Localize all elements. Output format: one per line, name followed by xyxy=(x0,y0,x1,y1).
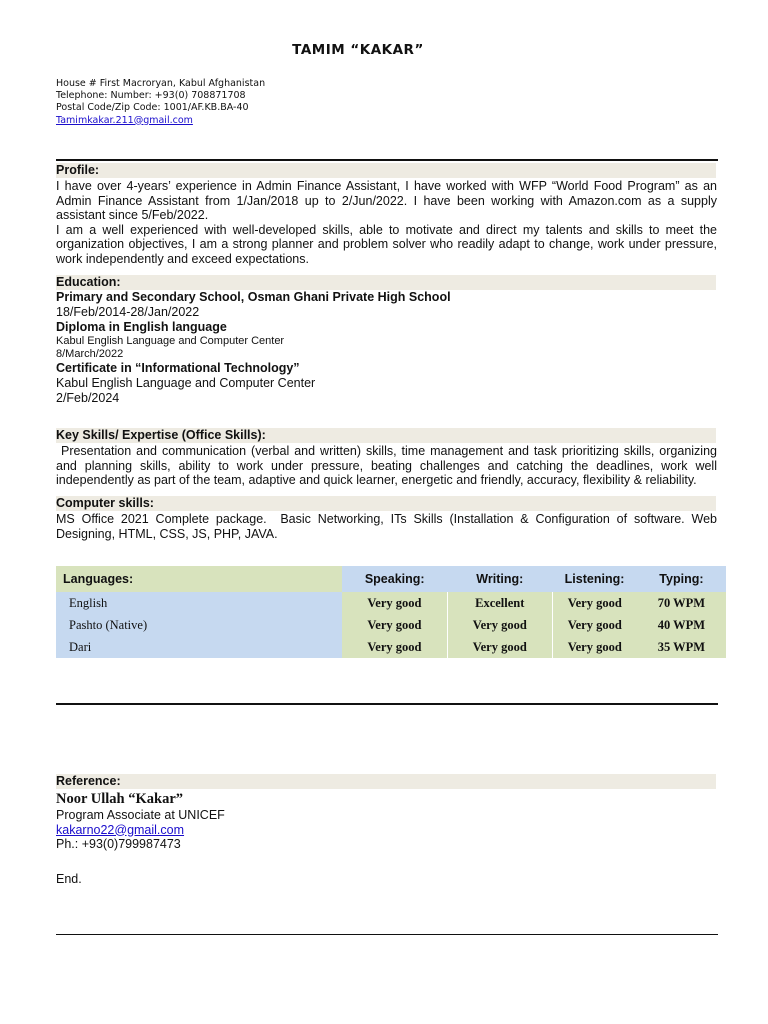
writing-level: Excellent xyxy=(447,592,552,614)
languages-header-row xyxy=(56,566,726,592)
profile-body xyxy=(56,179,717,267)
skills-heading: Key Skills/ Expertise (Office Skills): xyxy=(56,428,716,443)
writing-level: Very good xyxy=(447,614,552,636)
reference-title: Program Associate at UNICEF xyxy=(56,808,225,822)
writing-header: Writing: xyxy=(447,566,552,592)
postal-code: Postal Code/Zip Code: 1001/AF.KB.BA-40 xyxy=(56,102,249,114)
profile-paragraph-2: I am a well experienced with well-developed skills, able to motivate and direct my talents and skills to meet the organization objectives, I am a strong planner and problem solver who readily adapt to change, work under pressure, work independently and exceed expectations. xyxy=(56,222,717,266)
education-certificate-center: Kabul English Language and Computer Center xyxy=(56,376,316,390)
typing-speed: 40 WPM xyxy=(637,614,726,636)
email-link[interactable]: Tamimkakar.211@gmail.com xyxy=(56,114,193,126)
reference-phone: Ph.: +93(0)799987473 xyxy=(56,837,181,851)
telephone: Telephone: Number: +93(0) 708871708 xyxy=(56,90,246,102)
listening-level: Very good xyxy=(552,592,637,614)
speaking-header: Speaking: xyxy=(342,566,447,592)
education-school: Primary and Secondary School, Osman Ghani Private High School xyxy=(56,290,451,304)
skills-body: Presentation and communication (verbal and written) skills, time management and task prioritizing skills, organizing and planning skills, ability to work under pressure, beating challenges and catching the deadlines, work well independently as part of the team, adaptive and quick learner, energetic and friendly, accuracy, flexibility & reliability. xyxy=(56,444,721,488)
candidate-name: TAMIM “KAKAR” xyxy=(292,42,424,58)
address: House # First Macroryan, Kabul Afghanistan xyxy=(56,78,266,89)
education-diploma-center: Kabul English Language and Computer Center xyxy=(56,335,285,347)
computer-skills-body: MS Office 2021 Complete package. Basic Networking, ITs Skills (Installation & Configuration of software. Web Designing, HTML, CSS, JS, PHP, JAVA. xyxy=(56,512,721,541)
computer-skills-heading: Computer skills: xyxy=(56,496,716,511)
education-certificate-date: 2/Feb/2024 xyxy=(56,391,120,405)
reference-heading: Reference: xyxy=(56,774,716,789)
reference-email-link[interactable]: kakarno22@gmail.com xyxy=(56,822,185,837)
profile-paragraph-1: I have over 4-years’ experience in Admin Finance Assistant, I have worked with WFP “World Food Program” as an Admin Finance Assistant from 1/Jan/2018 up to 2/Jun/2022. I have been working with Amazon.com as a supply assistant since 5/Feb/2022. xyxy=(56,179,717,223)
reference-name: Noor Ullah “Kakar” xyxy=(56,791,184,807)
education-diploma-date: 8/March/2022 xyxy=(56,348,124,360)
listening-level: Very good xyxy=(552,636,637,658)
language-name: Pashto (Native) xyxy=(56,614,342,636)
education-diploma: Diploma in English language xyxy=(56,320,227,334)
languages-header: Languages: xyxy=(56,566,342,592)
writing-level: Very good xyxy=(447,636,552,658)
contact-block xyxy=(56,78,265,127)
education-certificate: Certificate in “Informational Technology” xyxy=(56,361,300,375)
typing-header: Typing: xyxy=(637,566,726,592)
language-name: English xyxy=(56,592,342,614)
language-name: Dari xyxy=(56,636,342,658)
speaking-level: Very good xyxy=(342,614,447,636)
education-body xyxy=(56,290,717,406)
typing-speed: 70 WPM xyxy=(637,592,726,614)
language-row xyxy=(56,614,726,636)
education-heading: Education: xyxy=(56,275,716,290)
education-school-dates: 18/Feb/2014-28/Jan/2022 xyxy=(56,305,200,319)
language-row xyxy=(56,636,726,658)
footer-divider xyxy=(56,934,718,935)
profile-divider xyxy=(56,159,718,161)
profile-heading: Profile: xyxy=(56,163,716,178)
reference-block xyxy=(56,791,717,886)
section-divider xyxy=(56,703,718,705)
languages-table xyxy=(56,566,726,658)
speaking-level: Very good xyxy=(342,592,447,614)
speaking-level: Very good xyxy=(342,636,447,658)
end-text: End. xyxy=(56,871,82,886)
typing-speed: 35 WPM xyxy=(637,636,726,658)
language-row xyxy=(56,592,726,614)
listening-header: Listening: xyxy=(552,566,637,592)
listening-level: Very good xyxy=(552,614,637,636)
